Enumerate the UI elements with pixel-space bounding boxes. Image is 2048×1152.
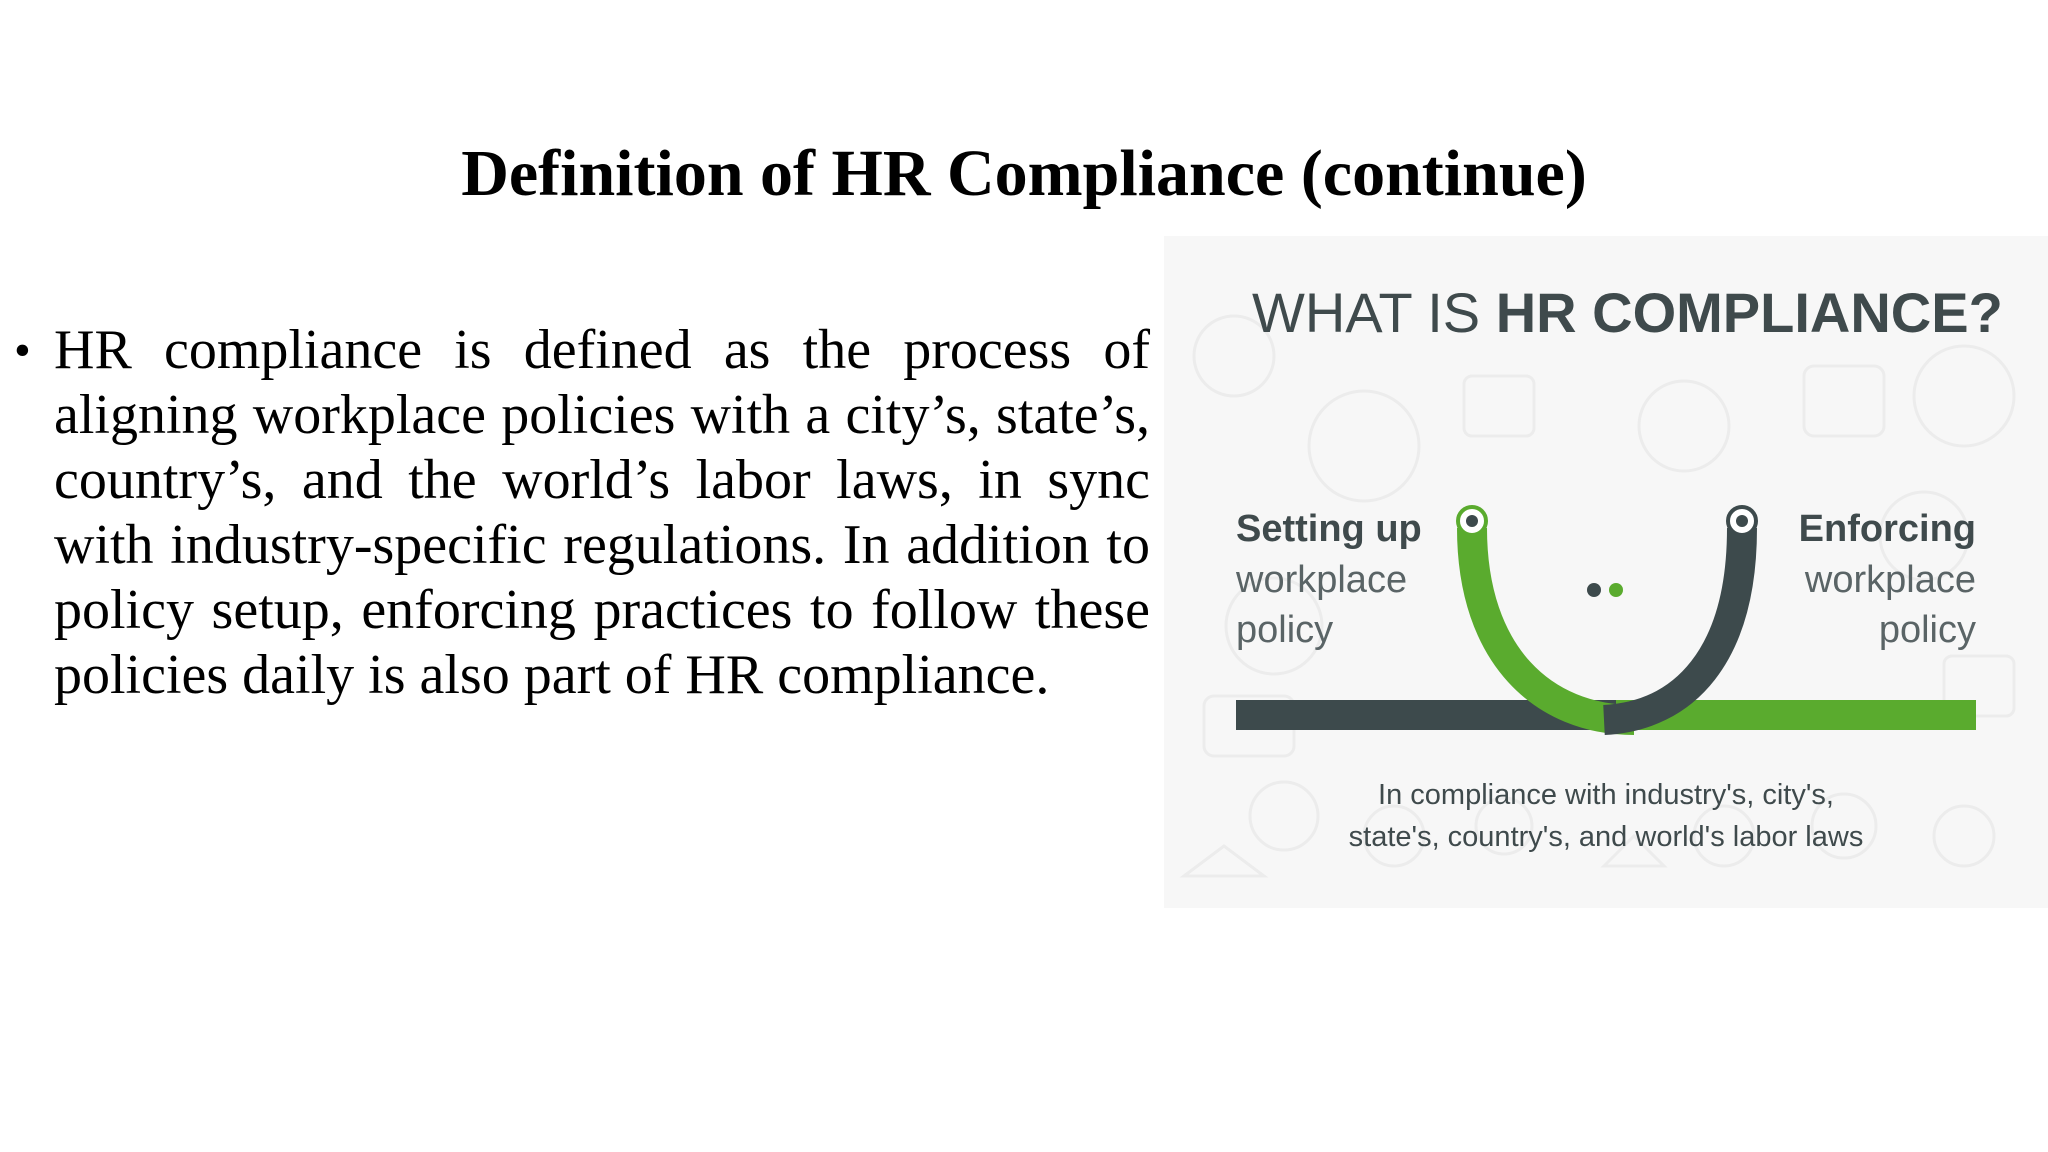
right-label-line1: Enforcing [1798,508,1976,550]
dark-curve [1604,528,1742,720]
heading-light: WHAT IS [1252,281,1496,344]
center-dot-green [1609,583,1623,597]
caption-line2: state's, country's, and world's labor laws [1348,821,1864,853]
left-label-line2: workplace [1236,559,1408,601]
left-label-line1: Setting up [1236,508,1422,550]
bullet-marker: • [14,324,31,377]
infographic-canvas [1164,236,2048,908]
left-knob [1458,507,1486,535]
infographic-heading [1252,281,2003,344]
slide-title: Definition of HR Compliance (continue) [461,137,1587,210]
caption-line1: In compliance with industry's, city's, [1378,779,1834,811]
left-label-line3: policy [1236,609,1334,651]
green-curve [1472,528,1634,720]
hr-compliance-infographic [1164,236,2048,908]
center-dot-dark [1587,583,1601,597]
right-label-line3: policy [1878,609,1976,651]
heading-bold: HR COMPLIANCE? [1495,281,2003,344]
bullet-text: HR compliance is defined as the process of aligning workplace policies with a city’s, state’s, country’s, and the world’s labor laws, in sync with industry-specific regulations. In addition to policy setup, enforcing practices to follow these policies daily is also part of HR compliance. [54,319,1150,706]
bullet-list [14,318,1150,708]
right-knob [1728,507,1756,535]
bullet-item [14,318,1150,708]
right-label-line2: workplace [1804,559,1976,601]
